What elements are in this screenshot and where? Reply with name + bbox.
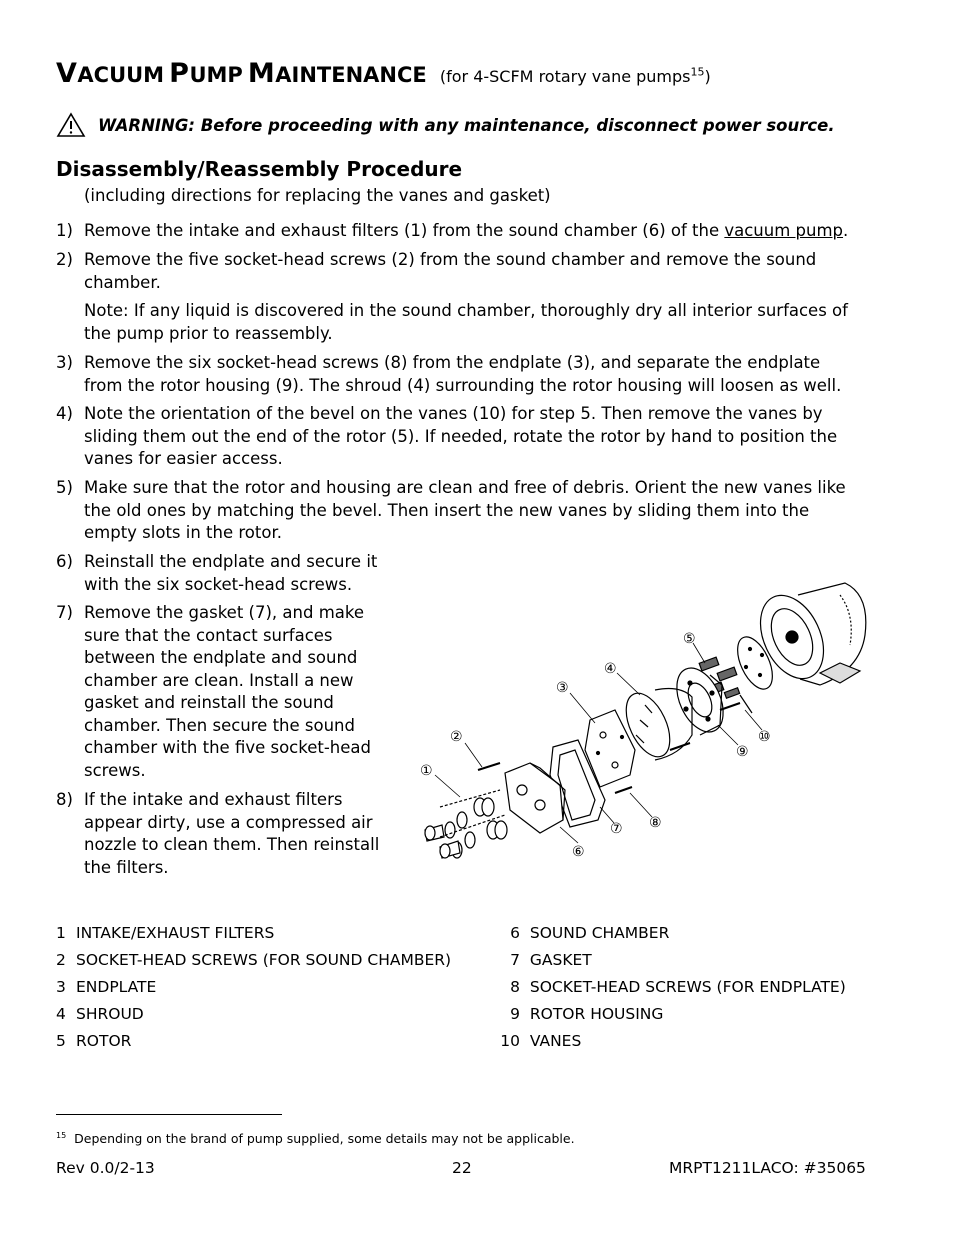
step-text [84, 220, 848, 243]
title-letter: P [169, 58, 190, 89]
callout-1: ① [420, 763, 433, 779]
list-item [56, 920, 451, 947]
callout-3: ③ [556, 680, 569, 696]
step-line: between the endplate and sound [84, 648, 358, 667]
step-text [84, 403, 837, 471]
part-number: 6 [510, 924, 520, 942]
step-line: Make sure that the rotor and housing are clean and free of debris. Orient the new vanes like [84, 478, 846, 497]
title-word: AINTENANCE [275, 63, 427, 87]
step-line: Note the orientation of the bevel on the vanes (10) for step 5. Then remove the vanes by [84, 404, 823, 423]
part-label: SHROUD [76, 1005, 144, 1023]
warning-notice [56, 112, 835, 138]
subtitle-close: ) [704, 67, 711, 86]
step-text-part: . [843, 221, 849, 240]
list-item [490, 1028, 846, 1055]
step-line: empty slots in the rotor. [84, 523, 282, 542]
step-text [84, 551, 377, 596]
footnote-text: Depending on the brand of pump supplied, some details may not be applicable. [74, 1131, 575, 1147]
step-line: chamber. [84, 272, 161, 292]
part-number: 7 [510, 951, 520, 969]
title-word: ACUUM [77, 63, 165, 87]
filters-drawing [425, 790, 507, 858]
part-number: 1 [56, 924, 66, 942]
part-label: GASKET [529, 951, 592, 969]
callout-5: ⑤ [683, 631, 696, 647]
step-line: the old ones by matching the bevel. Then insert the new vanes by sliding them into the [84, 500, 810, 520]
step-line: Remove the five socket-head screws (2) from the sound chamber and remove the sound [84, 250, 817, 269]
section-subheading: (including directions for replacing the vanes and gasket) [84, 186, 551, 205]
step-text [84, 789, 379, 879]
part-number: 3 [56, 978, 66, 996]
part-label: ROTOR HOUSING [529, 1005, 664, 1023]
part-number: 5 [56, 1032, 66, 1050]
part-label: ENDPLATE [76, 978, 157, 996]
part-number: 2 [56, 951, 66, 969]
step-number: 1) [56, 221, 73, 240]
step-line: appear dirty, use a compressed air [84, 812, 373, 832]
part-label: INTAKE/EXHAUST FILTERS [76, 924, 275, 942]
part-label: SOCKET-HEAD SCREWS (FOR ENDPLATE) [529, 978, 846, 996]
part-label: ROTOR [76, 1032, 132, 1050]
step-number: 3) [56, 353, 73, 372]
callout-7: ⑦ [610, 821, 623, 837]
step-line: chamber with the five socket-head [84, 738, 371, 757]
vacuum-pump-link[interactable]: vacuum pump [724, 221, 844, 240]
note-line: Note: If any liquid is discovered in the sound chamber, thoroughly dry all interior surfaces of [84, 301, 848, 320]
warning-text: WARNING: Before proceeding with any maintenance, disconnect power source. [98, 115, 835, 135]
callout-9: ⑨ [736, 744, 749, 760]
part-number: 10 [500, 1032, 520, 1050]
note-text [84, 300, 848, 345]
footer-revision: Rev 0.0/2-13 [56, 1159, 155, 1177]
parts-list-right [490, 920, 846, 1055]
title-subtitle [440, 67, 711, 86]
list-item [56, 1001, 451, 1028]
step-line: with the six socket-head screws. [84, 574, 353, 594]
step-line: sure that the contact surfaces [84, 625, 333, 645]
step-line: chamber. Then secure the sound [84, 715, 355, 735]
step-number: 7) [56, 603, 73, 622]
part-number: 8 [510, 978, 520, 996]
subtitle-text: (for 4-SCFM rotary vane pumps [439, 67, 691, 86]
step-line: chamber are clean. Install a new [84, 670, 354, 690]
step-line: Reinstall the endplate and secure it [84, 552, 378, 571]
title-word: UMP [189, 63, 243, 87]
step-number: 8) [56, 790, 73, 809]
title-letter: V [56, 58, 78, 89]
page-title [56, 58, 711, 89]
section-heading: Disassembly/Reassembly Procedure [56, 157, 463, 181]
list-item [490, 974, 846, 1001]
title-letter: M [247, 58, 276, 89]
part-number: 4 [56, 1005, 66, 1023]
step-number: 2) [56, 250, 73, 269]
step-number: 5) [56, 478, 73, 497]
step-number: 4) [56, 404, 73, 423]
callout-2: ② [450, 729, 463, 745]
step-line: gasket and reinstall the sound [84, 693, 334, 712]
part-label: SOUND CHAMBER [529, 924, 670, 942]
list-item [56, 974, 451, 1001]
callout-4: ④ [604, 661, 617, 677]
step-line: Remove the six socket-head screws (8) from the endplate (3), and separate the endplate [84, 353, 821, 372]
callout-6: ⑥ [572, 844, 585, 860]
warning-triangle-icon [56, 112, 86, 138]
part-label: SOCKET-HEAD SCREWS (FOR SOUND CHAMBER) [76, 951, 452, 969]
step-line: screws. [84, 760, 146, 780]
list-item [490, 920, 846, 947]
footer-document-id: MRPT1211LACO: #35065 [669, 1159, 866, 1177]
step-line: If the intake and exhaust filters [84, 790, 343, 809]
step-line: the filters. [84, 857, 169, 877]
step-line: Remove the gasket (7), and make [84, 603, 364, 622]
footnote-divider [56, 1114, 282, 1115]
footnote-ref: 15 [690, 65, 705, 79]
step-line: from the rotor housing (9). The shroud (4) surrounding the rotor housing will loosen as well. [84, 375, 842, 395]
callout-8: ⑧ [649, 815, 662, 831]
step-text [84, 249, 816, 294]
list-item [490, 1001, 846, 1028]
callout-10: ⑩ [758, 729, 771, 745]
footer-page-number: 22 [452, 1159, 472, 1177]
exploded-pump-diagram [400, 575, 880, 870]
parts-list-left [56, 920, 451, 1055]
step-text [84, 352, 841, 397]
step-text [84, 477, 846, 545]
step-line: vanes for easier access. [84, 449, 283, 468]
footnote-number: 15 [56, 1131, 67, 1140]
footnote [56, 1131, 575, 1146]
part-number: 9 [510, 1005, 520, 1023]
list-item [56, 947, 451, 974]
list-item [56, 1028, 451, 1055]
note-line: the pump prior to reassembly. [84, 323, 333, 343]
step-number: 6) [56, 552, 73, 571]
step-line: nozzle to clean them. Then reinstall [84, 835, 380, 854]
step-line: sliding them out the end of the rotor (5). If needed, rotate the rotor by hand to position the [84, 426, 838, 446]
step-text-part: Remove the intake and exhaust filters (1) from the sound chamber (6) of the [84, 221, 725, 240]
part-label: VANES [529, 1032, 582, 1050]
list-item [490, 947, 846, 974]
step-text [84, 602, 371, 782]
